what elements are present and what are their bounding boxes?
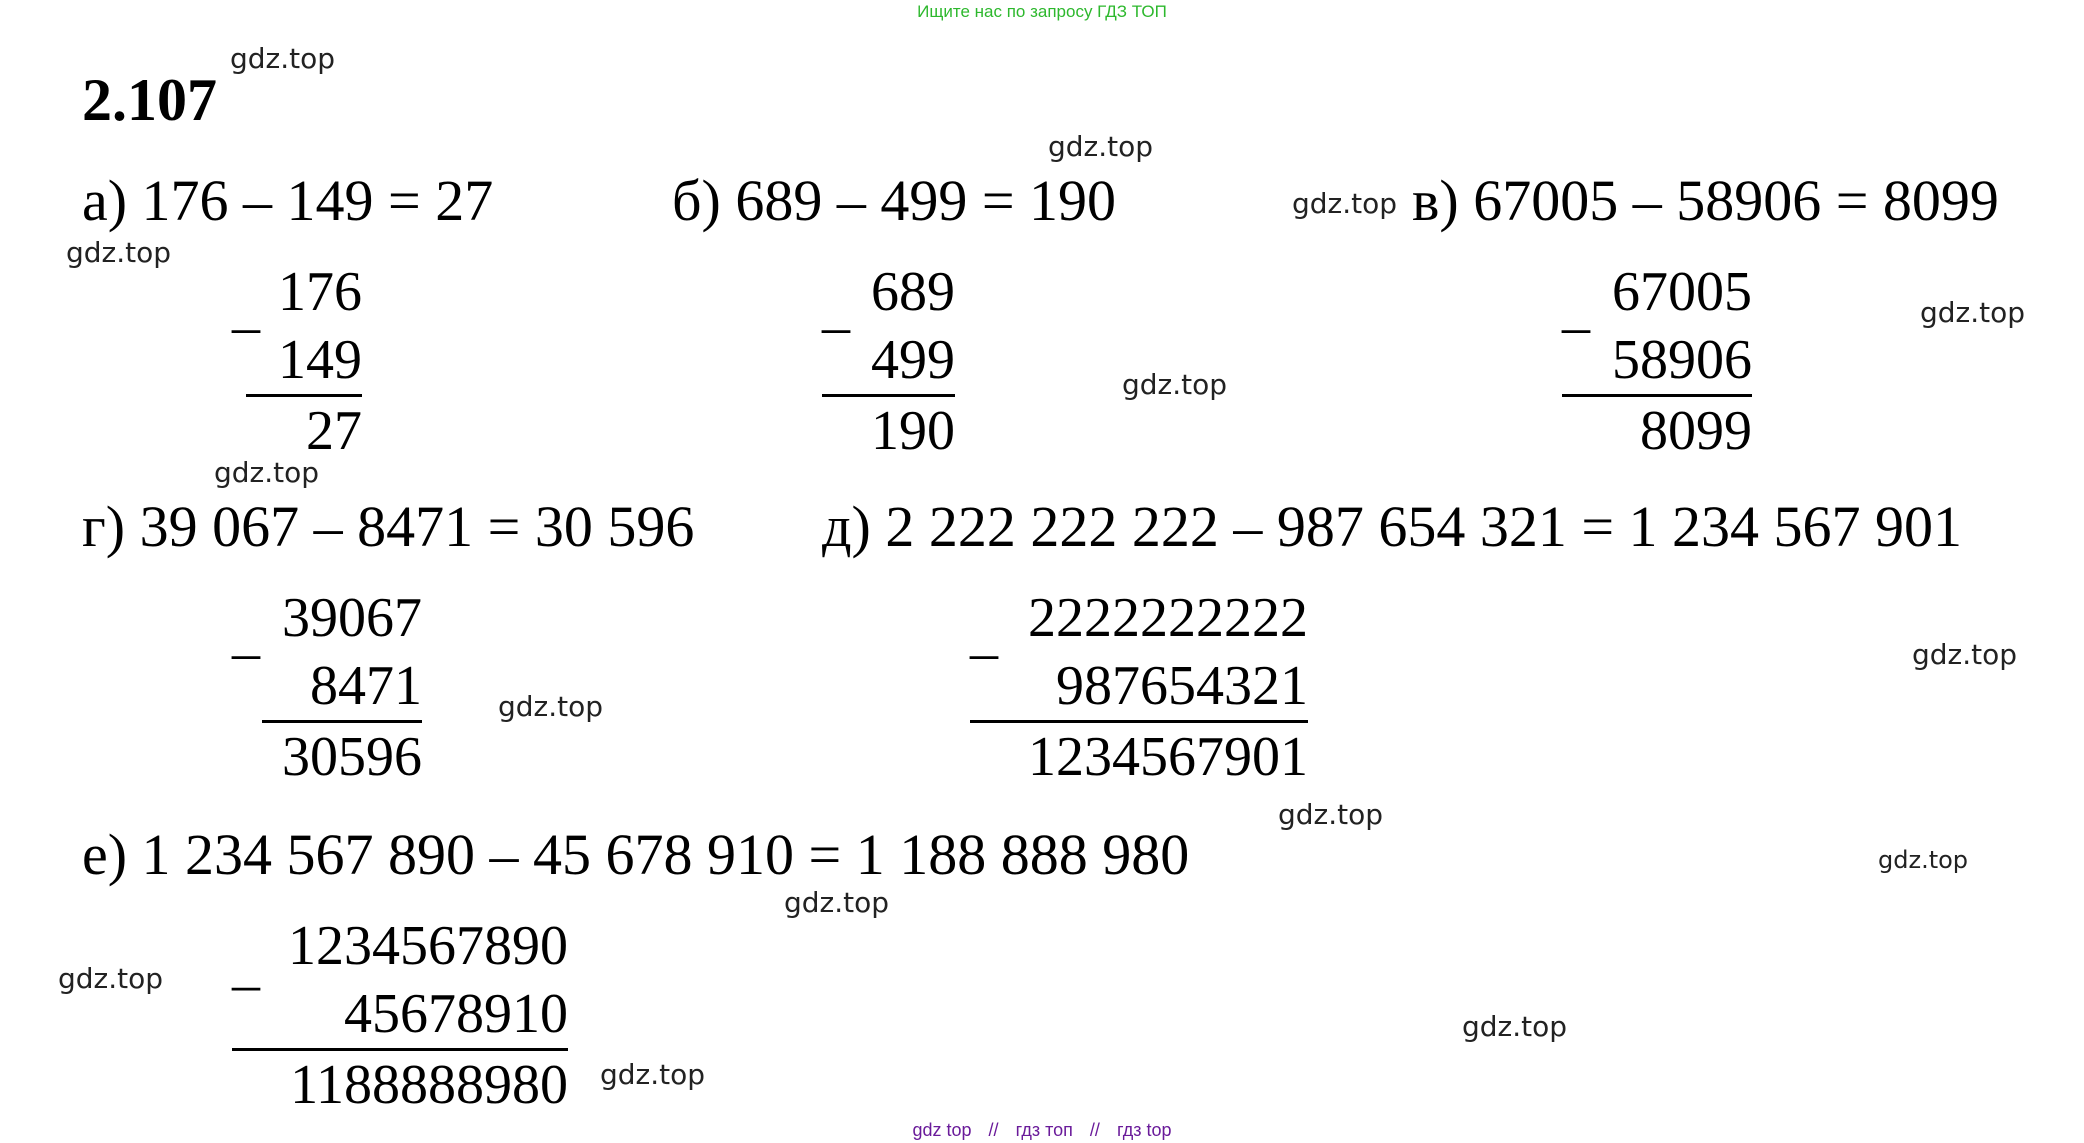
watermark: gdz.top (1292, 187, 1398, 220)
footer-item[interactable]: гдз top (1116, 1120, 1172, 1140)
result: 1188888980 (290, 1054, 568, 1116)
equation-v: в) 67005 – 58906 = 8099 (1412, 168, 1999, 233)
watermark: gdz.top (498, 690, 604, 723)
footer-item[interactable]: gdz top (912, 1120, 972, 1140)
equation-e: е) 1 234 567 890 – 45 678 910 = 1 188 888 980 (82, 822, 1190, 887)
subtrahend: 149 (278, 329, 362, 391)
watermark: gdz.top (66, 236, 172, 269)
minus-sign: _ (232, 277, 260, 339)
subtrahend: 45678910 (344, 983, 568, 1045)
minus-sign: _ (1562, 277, 1590, 339)
equation-g: г) 39 067 – 8471 = 30 596 (82, 494, 695, 559)
footer-separator: // (988, 1120, 999, 1140)
minuend: 2222222222 (1028, 587, 1308, 649)
minuend: 689 (871, 261, 955, 323)
minus-sign: _ (822, 277, 850, 339)
equation-b: б) 689 – 499 = 190 (672, 168, 1117, 233)
watermark: gdz.top (1878, 846, 1969, 874)
subtrahend: 499 (871, 329, 955, 391)
minus-sign: – (232, 953, 260, 1015)
result: 1234567901 (1028, 726, 1308, 788)
column-subtraction-e (232, 912, 568, 1119)
watermark: gdz.top (600, 1058, 706, 1091)
subtrahend: 987654321 (1056, 655, 1308, 717)
minuend: 39067 (282, 587, 422, 649)
minuend: 67005 (1612, 261, 1752, 323)
watermark: gdz.top (214, 456, 320, 489)
footer-item[interactable]: гдз топ (1015, 1120, 1073, 1140)
result: 27 (306, 400, 362, 462)
minuend: 1234567890 (288, 915, 568, 977)
watermark: gdz.top (1912, 638, 2018, 671)
footer-separator: // (1089, 1120, 1100, 1140)
watermark: gdz.top (1122, 368, 1228, 401)
column-subtraction-v (1562, 258, 1752, 465)
minus-sign: _ (232, 603, 260, 665)
watermark: gdz.top (1048, 130, 1154, 163)
watermark: gdz.top (1462, 1010, 1568, 1043)
column-subtraction-a (232, 258, 362, 465)
equation-a: а) 176 – 149 = 27 (82, 168, 494, 233)
footer-links (0, 1120, 2084, 1141)
watermark: gdz.top (230, 42, 336, 75)
minuend: 176 (278, 261, 362, 323)
result: 190 (871, 400, 955, 462)
column-subtraction-b (822, 258, 955, 465)
watermark: gdz.top (1920, 296, 2026, 329)
subtrahend: 58906 (1612, 329, 1752, 391)
subtrahend: 8471 (310, 655, 422, 717)
result: 30596 (282, 726, 422, 788)
watermark: gdz.top (1278, 798, 1384, 831)
result: 8099 (1640, 400, 1752, 462)
equation-d: д) 2 222 222 222 – 987 654 321 = 1 234 567 901 (822, 494, 1963, 559)
minus-sign: _ (970, 603, 998, 665)
column-subtraction-g (232, 584, 422, 791)
watermark: gdz.top (58, 962, 164, 995)
column-subtraction-d (970, 584, 1308, 791)
top-banner: Ищите нас по запросу ГДЗ ТОП (917, 2, 1167, 21)
watermark: gdz.top (784, 886, 890, 919)
problem-number: 2.107 (82, 67, 217, 133)
